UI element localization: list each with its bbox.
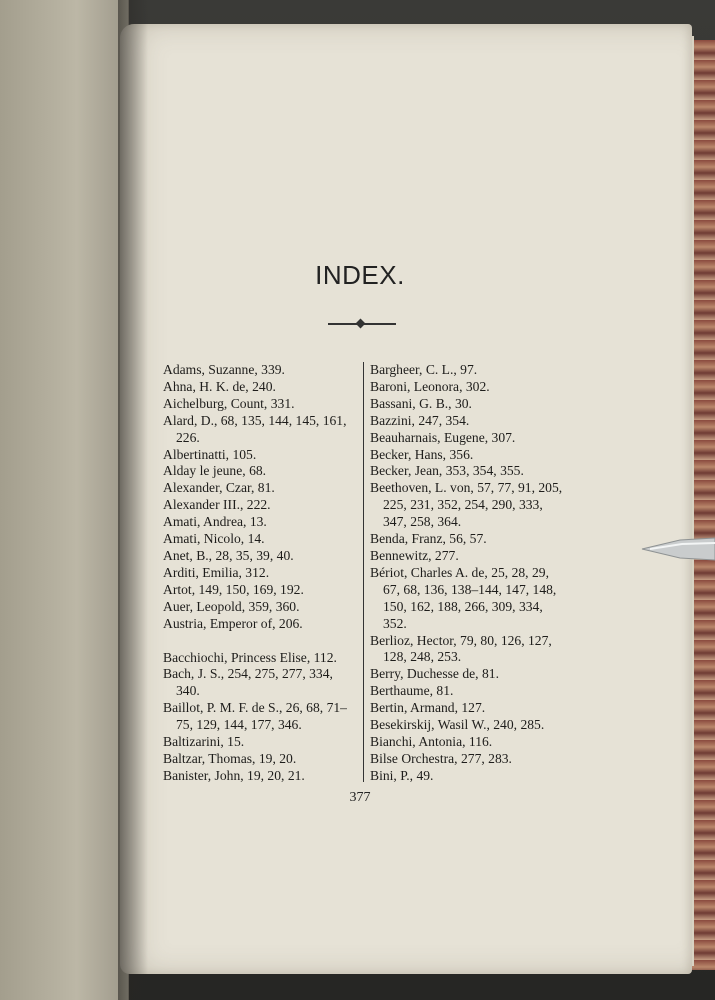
index-entry: Bazzini, 247, 354.	[370, 412, 470, 428]
index-entry: Auer, Leopold, 359, 360.	[163, 598, 300, 614]
index-entry: Becker, Hans, 356.	[370, 446, 474, 462]
index-entry: Bassani, G. B., 30.	[370, 395, 472, 411]
index-entry: Baillot, P. M. F. de S., 26, 68, 71–75, 129, 144, 177, 346.	[163, 700, 347, 733]
index-entry: Alard, D., 68, 135, 144, 145, 161, 226.	[163, 412, 347, 445]
index-entry: Adams, Suzanne, 339.	[163, 362, 285, 377]
index-entry: Austria, Emperor of, 206.	[163, 615, 303, 631]
index-column-left	[163, 362, 358, 785]
index-entry: Alexander, Czar, 81.	[163, 480, 275, 496]
index-entry: Amati, Nicolo, 14.	[163, 531, 265, 547]
index-entry: Baltizarini, 15.	[163, 734, 245, 750]
page-title: INDEX.	[315, 260, 405, 290]
index-entry: Aichelburg, Count, 331.	[163, 395, 295, 411]
index-entry: Bini, P., 49.	[370, 767, 434, 783]
index-entry: Berlioz, Hector, 79, 80, 126, 127, 128, 248, 253.	[370, 632, 552, 665]
index-entry: Berthaume, 81.	[370, 683, 454, 699]
index-entry: Bertin, Armand, 127.	[370, 700, 486, 716]
index-entry: Baltzar, Thomas, 19, 20.	[163, 750, 297, 766]
index-entry: Bach, J. S., 254, 275, 277, 334, 340.	[163, 666, 333, 699]
index-entry: Artot, 149, 150, 169, 192.	[163, 581, 304, 597]
index-entry: Alexander III., 222.	[163, 497, 271, 513]
index-entry: Besekirskij, Wasil W., 240, 285.	[370, 717, 545, 733]
index-entry: Arditi, Emilia, 312.	[163, 564, 270, 580]
index-entry: Benda, Franz, 56, 57.	[370, 531, 487, 547]
index-entry: Bériot, Charles A. de, 25, 28, 29, 67, 68, 136, 138–144, 147, 148, 150, 162, 188, 266, 309, 334, 352.	[370, 564, 557, 631]
index-entry: Baroni, Leonora, 302.	[370, 378, 490, 394]
index-letter-gap	[163, 633, 358, 650]
page-number: 377	[349, 790, 371, 805]
metal-bookmark-clip	[640, 536, 715, 562]
gutter-shadow	[118, 0, 148, 1000]
index-entry: Berry, Duchesse de, 81.	[370, 666, 499, 682]
index-column-right	[370, 362, 564, 785]
index-entry: Bacchiochi, Princess Elise, 112.	[163, 649, 337, 665]
index-entry: Albertinatti, 105.	[163, 446, 257, 462]
index-entry: Becker, Jean, 353, 354, 355.	[370, 463, 524, 479]
index-entry: Banister, John, 19, 20, 21.	[163, 767, 305, 783]
index-entry: Bilse Orchestra, 277, 283.	[370, 750, 512, 766]
index-entry: Beethoven, L. von, 57, 77, 91, 205, 225, 231, 352, 254, 290, 333, 347, 258, 364.	[370, 480, 563, 530]
index-entry: Alday le jeune, 68.	[163, 463, 267, 479]
index-entry: Ahna, H. K. de, 240.	[163, 378, 276, 394]
index-entry: Anet, B., 28, 35, 39, 40.	[163, 547, 294, 563]
index-entry: Bennewitz, 277.	[370, 547, 459, 563]
index-entry: Beauharnais, Eugene, 307.	[370, 429, 516, 445]
index-entry: Bargheer, C. L., 97.	[370, 362, 478, 377]
index-entry: Bianchi, Antonia, 116.	[370, 733, 493, 749]
column-divider	[363, 362, 364, 782]
index-entry: Amati, Andrea, 13.	[163, 514, 267, 530]
left-page	[0, 0, 129, 1000]
